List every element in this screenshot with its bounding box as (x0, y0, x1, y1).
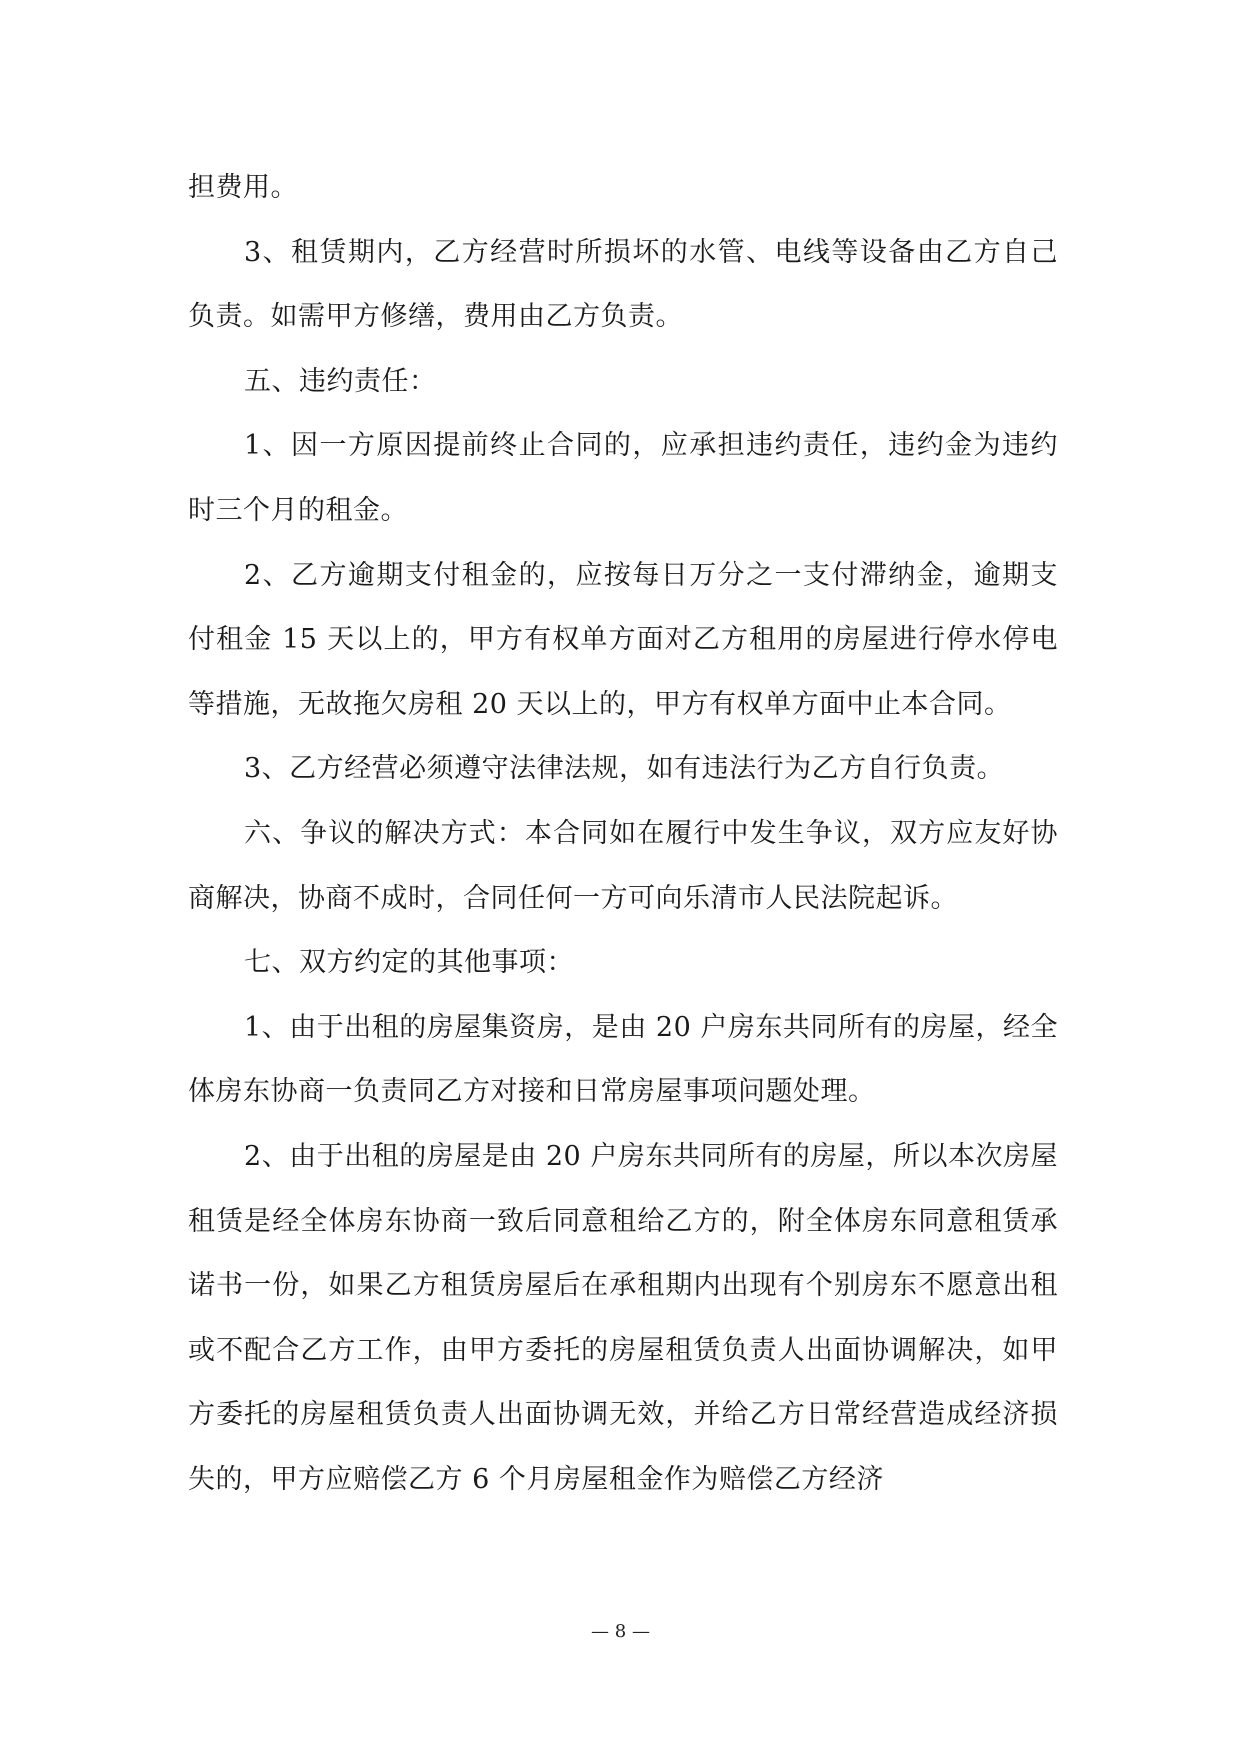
section-dispute-resolution: 六、争议的解决方式：本合同如在履行中发生争议，双方应友好协商解决，协商不成时，合同任何一方可向乐清市人民法院起诉。 (188, 817, 1058, 914)
paragraph-clause-5-2: 2、乙方逾期支付租金的，应按每日万分之一支付滞纳金，逾期支付租金 15 天以上的，甲方有权单方面对乙方租用的房屋进行停水停电等措施，无故拖欠房租 20 天以上的，甲方有权单方面中止本合同。 (188, 559, 1058, 720)
document-body (188, 156, 1058, 1512)
paragraph-clause-5-1: 1、因一方原因提前终止合同的，应承担违约责任，违约金为违约时三个月的租金。 (188, 430, 1058, 526)
paragraph-clause-4-3: 3、租赁期内，乙方经营时所损坏的水管、电线等设备由乙方自己负责。如需甲方修缮，费用由乙方负责。 (188, 236, 1058, 333)
paragraph-clause-7-1: 1、由于出租的房屋集资房，是由 20 户房东共同所有的房屋，经全体房东协商一负责同乙方对接和日常房屋事项问题处理。 (188, 1011, 1058, 1108)
paragraph-clause-7-2: 2、由于出租的房屋是由 20 户房东共同所有的房屋，所以本次房屋租赁是经全体房东协商一致后同意租给乙方的，附全体房东同意租赁承诺书一份，如果乙方租赁房屋后在承租期内出现有个别房东不愿意出租或不配合乙方工作，由甲方委托的房屋租赁负责人出面协调解决，如甲方委托的房屋租赁负责人出面协调无效，并给乙方日常经营造成经济损失的，甲方应赔偿乙方 6 个月房屋租金作为赔偿乙方经济 (188, 1140, 1058, 1495)
section-heading-breach: 五、违约责任： (244, 365, 437, 397)
paragraph-clause-5-3: 3、乙方经营必须遵守法律法规，如有违法行为乙方自行负责。 (244, 753, 1005, 785)
paragraph-continuation: 担费用。 (188, 172, 298, 203)
page-number: — 8 — (591, 1621, 650, 1642)
section-heading-other-matters: 七、双方约定的其他事项： (244, 947, 574, 979)
